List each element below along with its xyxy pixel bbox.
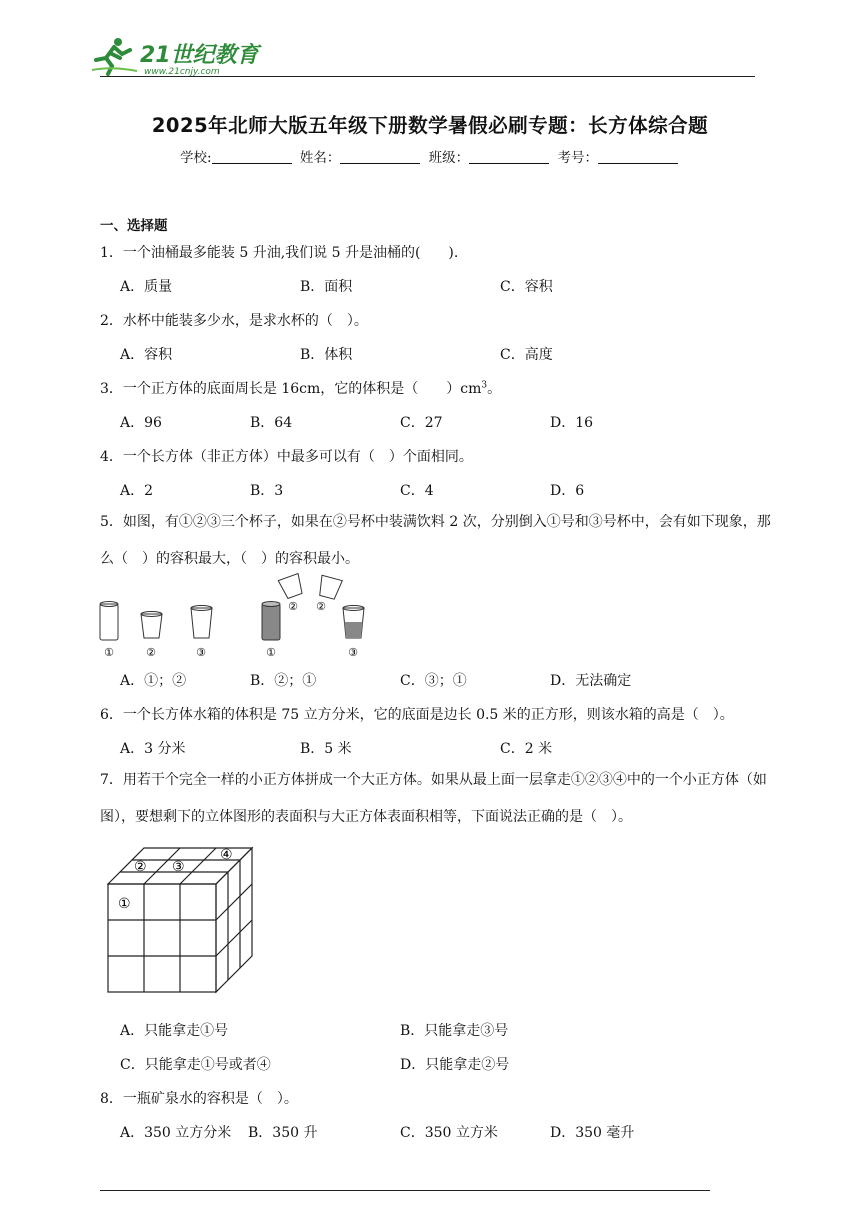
site-logo [92,36,262,78]
q2-option-a[interactable]: A．容积 [120,347,173,363]
footer-rule [100,1190,710,1191]
question-4-stem: 4．一个长方体（非正方体）中最多可以有（ ）个面相同。 [100,449,473,465]
question-7-stem: 7．用若干个完全一样的小正方体拼成一个大正方体。如果从最上面一层拿走①②③④中的一个小正方体（如图），要想剩下的立体图形的表面积与大正方体表面积相等，下面说法正确的是（ ）。 [100,772,767,825]
cup-label-2-pour-a: ② [288,600,298,613]
question-2-stem: 2．水杯中能装多少水，是求水杯的（ ）。 [100,313,368,329]
cube-label-2: ② [134,859,147,875]
student-info-line [180,146,682,166]
number-label: 考号： [557,150,598,166]
cup-label-3: ③ [196,646,206,659]
cup-2-pouring-right-icon [317,575,342,600]
q5-option-d[interactable]: D．无法确定 [550,673,632,689]
q5-option-c[interactable]: C．③；① [400,673,467,689]
q4-option-a[interactable]: A．2 [120,483,154,499]
q3-option-d[interactable]: D．16 [550,415,594,431]
q3-stem-sup: 3 [481,380,488,391]
q7-option-b[interactable]: B．只能拿走③号 [400,1023,509,1039]
question-5-stem: 5．如图，有①②③三个杯子，如果在②号杯中装满饮料 2 次，分别倒入①号和③号杯中，会有如下现象，那么（ ）的容积最大，（ ）的容积最小。 [100,514,771,567]
cup-label-3-right: ③ [348,646,358,659]
q2-option-b[interactable]: B．体积 [300,347,353,363]
q1-option-c[interactable]: C．容积 [500,279,553,295]
q7-option-c[interactable]: C．只能拿走①号或者④ [120,1057,271,1073]
q6-option-b[interactable]: B．5 米 [300,741,352,757]
question-3-stem [100,378,501,398]
q3-stem-end: 。 [487,381,502,397]
question-6-stem: 6．一个长方体水箱的体积是 75 立方分米，它的底面是边长 0.5 米的正方形，则该水箱的高是（ ）。 [100,707,734,723]
school-blank[interactable] [212,149,292,164]
q8-option-a[interactable]: A．350 立方分米 [120,1125,232,1141]
q7-option-a[interactable]: A．只能拿走①号 [120,1023,229,1039]
name-blank[interactable] [340,149,420,164]
logo-text: 21世纪教育 [140,43,259,68]
school-label: 学校: [180,150,212,166]
cup-2-pouring-left-icon [278,574,305,600]
cup-3-filled-icon [343,606,364,639]
logo-url: www.21cnjy.com [144,67,220,77]
q8-option-c[interactable]: C．350 立方米 [400,1125,498,1141]
question-1-stem: 1．一个油桶最多能装 5 升油,我们说 5 升是油桶的( ). [100,245,459,261]
q5-option-a[interactable]: A．①；② [120,673,187,689]
cube-label-3: ③ [172,859,185,875]
section-heading: 一、选择题 [100,218,168,234]
cups-figure [95,570,385,662]
q2-option-c[interactable]: C．高度 [500,347,553,363]
cup-label-2: ② [146,646,156,659]
number-blank[interactable] [598,149,678,164]
question-8-stem: 8．一瓶矿泉水的容积是（ ）。 [100,1091,298,1107]
cube-figure [104,844,260,996]
class-label: 班级： [428,150,470,166]
page-title: 2025年北师大版五年级下册数学暑假必刷专题：长方体综合题 [151,114,709,137]
q3-stem-text: 3．一个正方体的底面周长是 16cm，它的体积是（ ）cm [100,381,482,397]
runner-icon [92,38,137,74]
class-blank[interactable] [469,149,549,164]
cup-1-filled-icon [262,602,280,641]
name-label: 姓名： [299,150,341,166]
cup-2-icon [141,612,162,639]
cube-label-1: ① [118,896,131,912]
q4-option-b[interactable]: B．3 [250,483,284,499]
q4-option-c[interactable]: C．4 [400,483,434,499]
cup-label-2-pour-b: ② [316,600,326,613]
header-rule [100,76,755,77]
q8-option-b[interactable]: B．350 升 [248,1125,318,1141]
cube-label-4: ④ [220,847,233,863]
q5-option-b[interactable]: B．②；① [250,673,317,689]
q3-option-c[interactable]: C．27 [400,415,443,431]
q3-option-b[interactable]: B．64 [250,415,293,431]
q8-option-d[interactable]: D．350 毫升 [550,1125,635,1141]
q6-option-a[interactable]: A．3 分米 [120,741,186,757]
q1-option-b[interactable]: B．面积 [300,279,353,295]
q4-option-d[interactable]: D．6 [550,483,585,499]
q1-option-a[interactable]: A．质量 [120,279,173,295]
q7-option-d[interactable]: D．只能拿走②号 [400,1057,510,1073]
cup-label-1: ① [104,646,114,659]
cup-label-1-right: ① [266,646,276,659]
cup-1-icon [100,602,118,641]
q6-option-c[interactable]: C．2 米 [500,741,553,757]
q3-option-a[interactable]: A．96 [120,415,162,431]
cup-3-icon [191,606,212,639]
